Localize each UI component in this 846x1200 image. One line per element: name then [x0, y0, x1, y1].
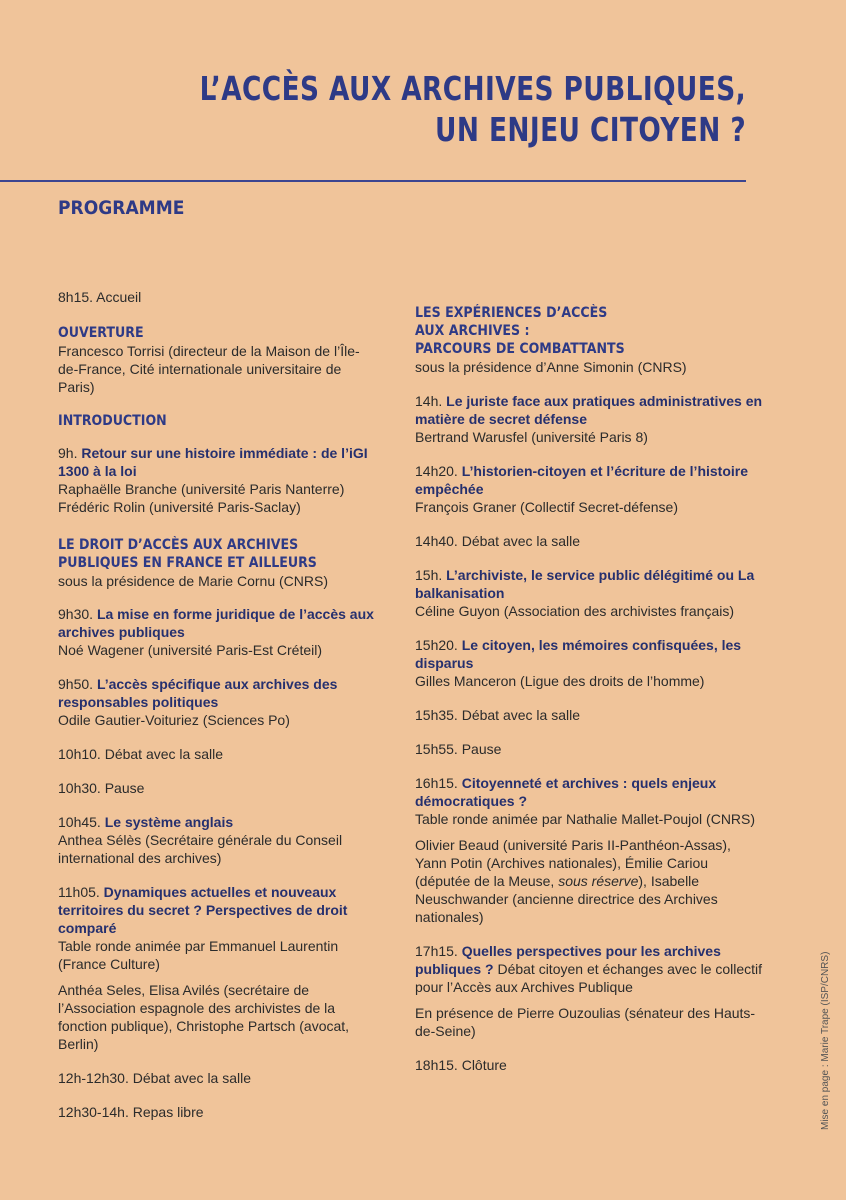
cloture-item: 18h15. Clôture — [415, 1057, 507, 1073]
session-time: 14h. — [415, 393, 443, 409]
session-time: 15h. — [415, 567, 443, 583]
repas-item: 12h30-14h. Repas libre — [58, 1104, 204, 1120]
session-speaker: Bertrand Warusfel (université Paris 8) — [415, 429, 648, 445]
session-time: 16h15. — [415, 775, 458, 791]
session-entry — [415, 636, 765, 690]
session-presence: En présence de Pierre Ouzoulias (sénateur des Hauts-de-Seine) — [415, 1005, 756, 1039]
session-title: L’archiviste, le service public délégitimé ou La balkanisation — [415, 567, 755, 601]
title-line-1: L’ACCÈS AUX ARCHIVES PUBLIQUES, — [199, 69, 746, 108]
ouverture-text: Francesco Torrisi (directeur de la Maison de l’Île-de-France, Cité internationale universitaire de Paris) — [58, 343, 360, 395]
session-title: Dynamiques actuelles et nouveaux territoires du secret ? Perspectives de droit comparé — [58, 884, 348, 936]
session-title: L’accès spécifique aux archives des responsables politiques — [58, 676, 338, 710]
session-entry — [58, 444, 378, 480]
session-speaker: Gilles Manceron (Ligue des droits de l’homme) — [415, 673, 705, 689]
title-divider — [0, 180, 746, 182]
session-speaker: Céline Guyon (Association des archivistes français) — [415, 603, 735, 619]
session-time: 17h15. — [415, 943, 458, 959]
pause-item: 15h55. Pause — [415, 741, 502, 757]
experiences-section — [415, 304, 765, 376]
right-column — [415, 304, 765, 1074]
session-time: 11h05. — [58, 884, 100, 900]
session-time: 10h45. — [58, 814, 101, 830]
section-chair: sous la présidence d’Anne Simonin (CNRS) — [415, 359, 687, 375]
session-time: 15h20. — [415, 637, 458, 653]
session-title: Citoyenneté et archives : quels enjeux démocratiques ? — [415, 775, 717, 809]
session-time: 9h30. — [58, 606, 94, 622]
session-speaker: Frédéric Rolin (université Paris-Saclay) — [58, 499, 301, 515]
section-heading-experiences-line-3: PARCOURS DE COMBATTANTS — [415, 341, 625, 357]
session-time: 14h20. — [415, 463, 458, 479]
section-heading-ouverture: OUVERTURE — [58, 325, 144, 341]
session-entry — [415, 462, 765, 516]
section-heading-experiences-line-1: LES EXPÉRIENCES D’ACCÈS — [415, 305, 608, 321]
session-title: Quelles perspectives pour les archives publiques ? — [415, 943, 721, 977]
layout-credit: Mise en page : Marie Trape (ISP/CNRS) — [820, 951, 831, 1130]
debat-item: 10h10. Débat avec la salle — [58, 746, 223, 762]
session-entry — [415, 774, 765, 926]
left-column — [58, 288, 378, 1121]
session-time: 9h50. — [58, 676, 94, 692]
introduction-section — [58, 412, 378, 516]
page-title — [200, 68, 746, 150]
session-speaker: Raphaëlle Branche (université Paris Nanterre) — [58, 481, 345, 497]
session-speaker: François Graner (Collectif Secret-défense) — [415, 499, 678, 515]
droit-section — [58, 536, 378, 590]
programme-heading: PROGRAMME — [58, 197, 185, 219]
session-entry — [58, 883, 378, 1053]
session-title: Le juriste face aux pratiques administratives en matière de secret défense — [415, 393, 763, 427]
session-title: L’historien-citoyen et l’écriture de l’histoire empêchée — [415, 463, 749, 497]
section-heading-droit-line-1: LE DROIT D’ACCÈS AUX ARCHIVES — [58, 537, 299, 553]
section-heading-introduction: INTRODUCTION — [58, 413, 167, 429]
session-title: Retour sur une histoire immédiate : de l’iGI 1300 à la loi — [58, 445, 368, 479]
session-panel: Anthéa Seles, Elisa Avilés (secrétaire de l’Association espagnole des archivistes de la fonction publique), Christophe Partsch (avocat, Berlin) — [58, 982, 350, 1052]
session-speaker: Noé Wagener (université Paris-Est Créteil) — [58, 642, 323, 658]
session-entry — [58, 675, 378, 729]
session-speaker: Odile Gautier-Voituriez (Sciences Po) — [58, 712, 290, 728]
session-entry — [415, 942, 765, 1040]
pause-item: 10h30. Pause — [58, 780, 145, 796]
panel-text: Olivier Beaud (université Paris II-Panthéon-Assas), Yann Potin (Archives nationales), Émilie Cariou (députée de la Meuse, — [415, 837, 731, 889]
panel-italic: sous réserve — [558, 873, 639, 889]
title-line-2: UN ENJEU CITOYEN ? — [435, 110, 746, 149]
session-moderator: Table ronde animée par Nathalie Mallet-Poujol (CNRS) — [415, 811, 756, 827]
session-entry — [58, 813, 378, 867]
session-description: Débat citoyen et échanges avec le collectif pour l’Accès aux Archives Publique — [415, 961, 763, 995]
section-heading-experiences-line-2: AUX ARCHIVES : — [415, 323, 530, 339]
session-entry — [415, 566, 765, 620]
accueil-item: 8h15. Accueil — [58, 289, 142, 305]
session-time: 9h. — [58, 445, 78, 461]
debat-item: 12h-12h30. Débat avec la salle — [58, 1070, 252, 1086]
section-chair: sous la présidence de Marie Cornu (CNRS) — [58, 573, 328, 589]
section-heading-droit-line-2: PUBLIQUES EN FRANCE ET AILLEURS — [58, 555, 317, 571]
session-entry — [415, 392, 765, 446]
panel-text: ), Isabelle Neuschwander (ancienne directrice des Archives nationales) — [415, 873, 718, 925]
session-title: La mise en forme juridique de l’accès aux archives publiques — [58, 606, 374, 640]
session-entry — [58, 605, 378, 659]
session-panel — [415, 836, 765, 926]
session-title: Le citoyen, les mémoires confisquées, les disparus — [415, 637, 742, 671]
ouverture-section — [58, 324, 378, 396]
debat-item: 14h40. Débat avec la salle — [415, 533, 580, 549]
session-title: Le système anglais — [104, 814, 234, 830]
debat-item: 15h35. Débat avec la salle — [415, 707, 580, 723]
session-speaker: Anthea Sélès (Secrétaire générale du Conseil international des archives) — [58, 832, 343, 866]
session-moderator: Table ronde animée par Emmanuel Laurentin (France Culture) — [58, 938, 339, 972]
